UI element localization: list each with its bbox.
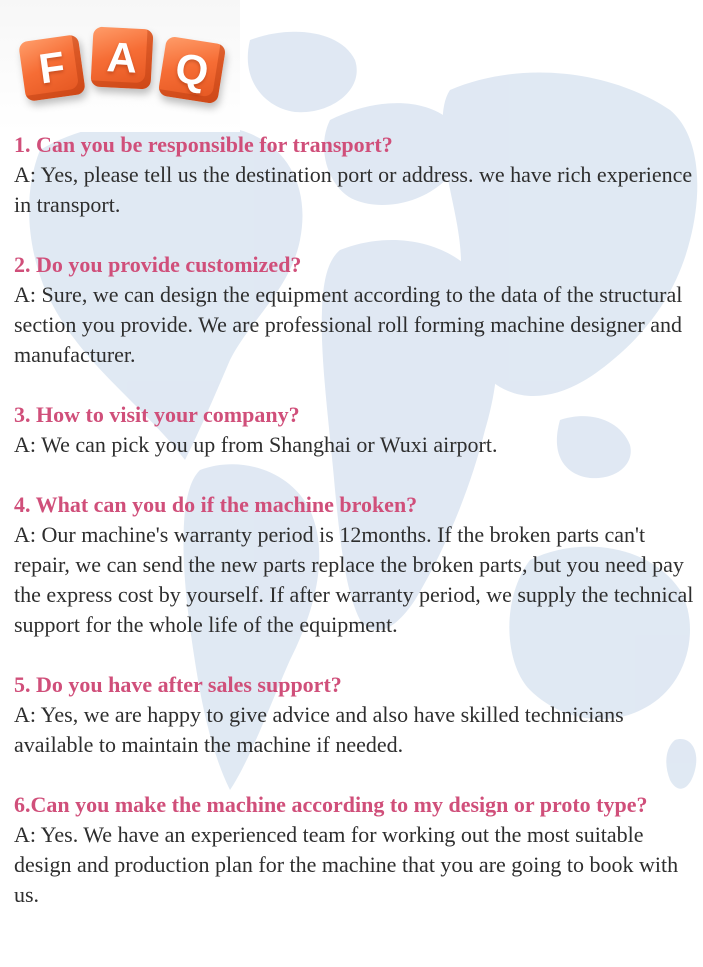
faq-question: 6.Can you make the machine according to my design or proto type? bbox=[14, 792, 648, 817]
faq-item-customized bbox=[14, 250, 698, 370]
faq-question: 5. Do you have after sales support? bbox=[14, 672, 342, 697]
logo-letter-a: A bbox=[105, 33, 139, 82]
faq-answer: A: Yes. We have an experienced team for working out the most suitable design and production plan for the machine that you are going to book with us. bbox=[14, 822, 679, 907]
faq-logo bbox=[0, 0, 240, 132]
logo-letter-f: F bbox=[35, 42, 68, 93]
logo-cube-q bbox=[158, 36, 227, 105]
faq-item-visit bbox=[14, 400, 698, 460]
faq-item-transport bbox=[14, 130, 698, 220]
faq-answer: A: Sure, we can design the equipment according to the data of the structural section you provide. We are professional roll forming machine designer and manufacturer. bbox=[14, 282, 683, 367]
faq-question: 3. How to visit your company? bbox=[14, 402, 300, 427]
faq-item-custom-design bbox=[14, 790, 698, 910]
logo-letter-q: Q bbox=[172, 43, 212, 96]
logo-cube-f bbox=[18, 34, 86, 102]
faq-item-broken-machine bbox=[14, 490, 698, 640]
faq-item-after-sales bbox=[14, 670, 698, 760]
faq-question: 2. Do you provide customized? bbox=[14, 252, 302, 277]
faq-answer: A: Our machine's warranty period is 12months. If the broken parts can't repair, we can send the new parts replace the broken parts, but you need pay the express cost by yourself. If after warranty period, we supply the technical support for the whole life of the equipment. bbox=[14, 522, 694, 637]
faq-list bbox=[14, 130, 698, 940]
faq-answer: A: Yes, please tell us the destination port or address. we have rich experience in transport. bbox=[14, 162, 693, 217]
faq-question: 4. What can you do if the machine broken? bbox=[14, 492, 418, 517]
faq-answer: A: Yes, we are happy to give advice and also have skilled technicians available to maintain the machine if needed. bbox=[14, 702, 624, 757]
faq-answer: A: We can pick you up from Shanghai or Wuxi airport. bbox=[14, 432, 498, 457]
faq-question: 1. Can you be responsible for transport? bbox=[14, 132, 393, 157]
logo-cube-a bbox=[90, 26, 153, 89]
